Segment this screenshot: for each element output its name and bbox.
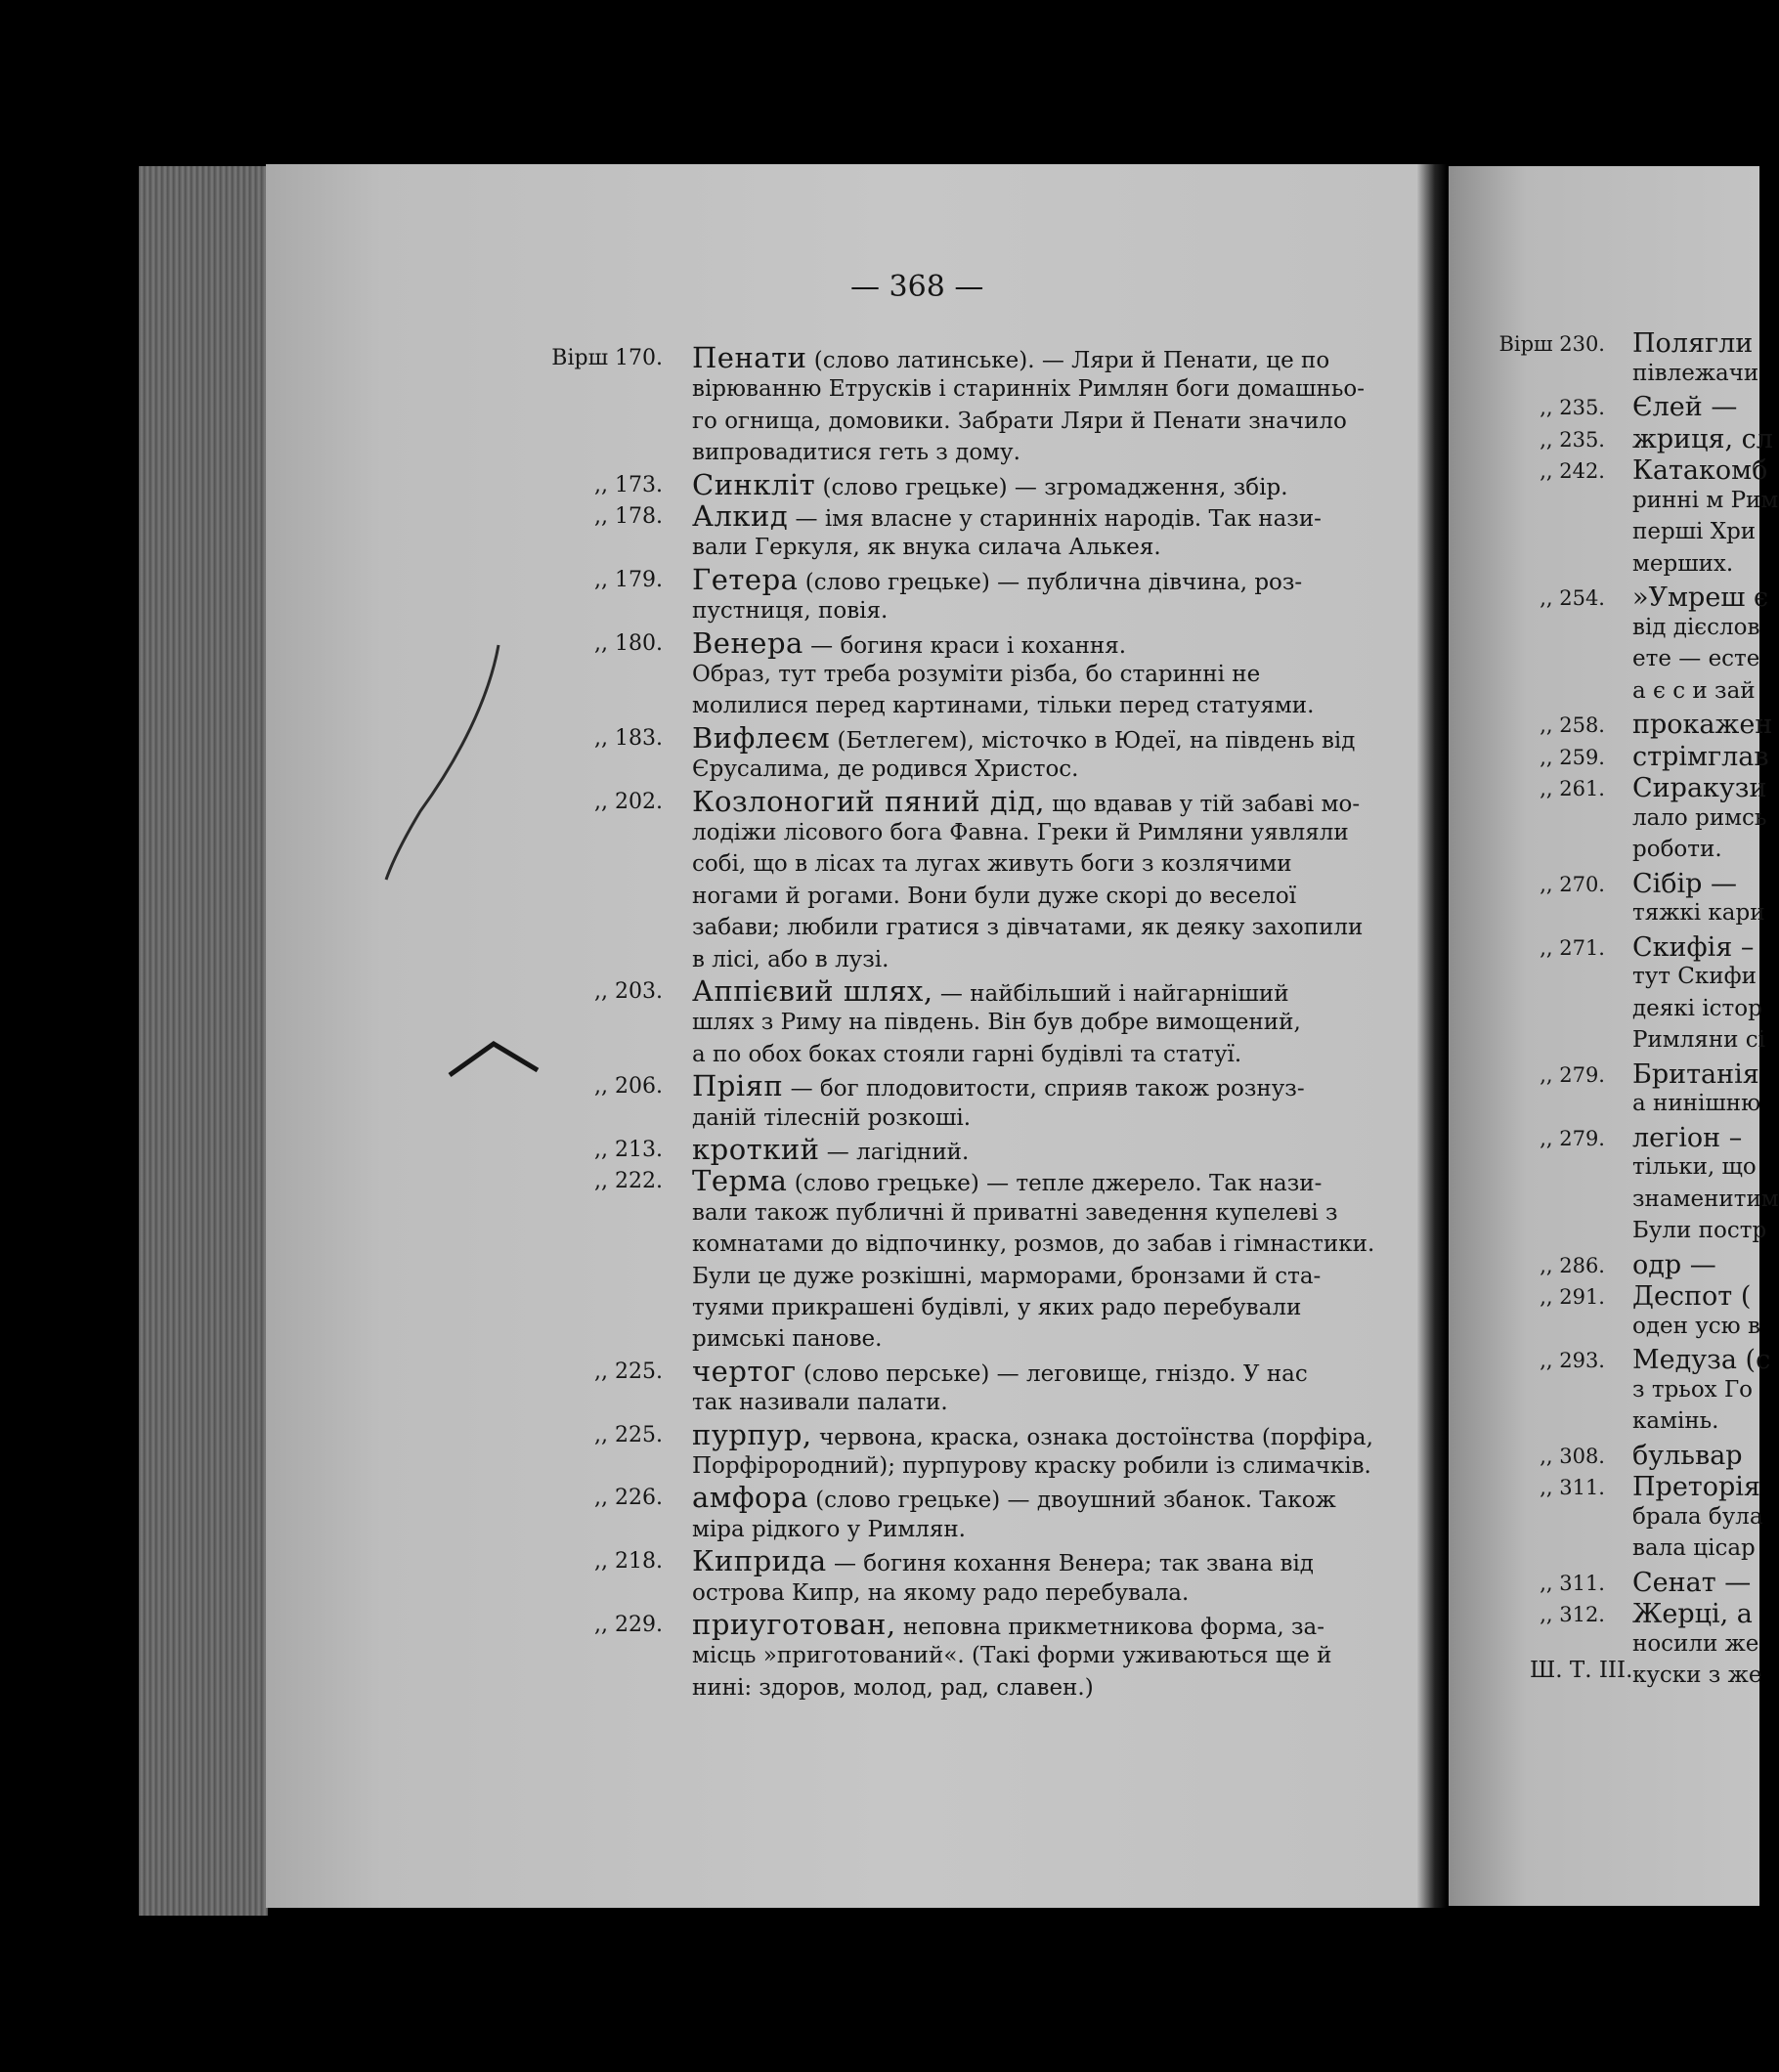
verse-number: Вірш 230.	[1498, 332, 1605, 356]
entry-line: тільки, що	[1632, 1154, 1757, 1180]
verse-number: ,, 226.	[594, 1486, 663, 1511]
entry-headword: Преторія	[1632, 1472, 1760, 1502]
entry-headword: Козлоногий пяний дід,	[692, 784, 1045, 818]
entry-first-line	[692, 627, 1352, 662]
entry-headword: Сиракузи	[1632, 773, 1767, 803]
verse-number: Вірш 170.	[551, 346, 663, 370]
entry-line: лало римсь	[1632, 804, 1767, 831]
verse-number: ,, 291.	[1540, 1285, 1605, 1309]
entry-text: — богиня краси і кохання.	[803, 632, 1127, 659]
entry-headword: Аппієвий шлях,	[692, 974, 933, 1008]
entry-headword: Синкліт	[692, 467, 816, 501]
entry-headword: Сібір —	[1632, 868, 1738, 899]
entry-line: забави; любили гратися з дівчатами, як деяку захопили	[692, 915, 1364, 941]
verse-number: ,, 206.	[594, 1074, 663, 1100]
entry-line: Були це дуже розкішні, марморами, бронзами й ста-	[692, 1263, 1322, 1289]
entry-headword: Алкид	[692, 499, 789, 533]
entry-line: тут Скифи	[1632, 964, 1757, 989]
entry-line: а нинішню	[1632, 1091, 1761, 1116]
verse-number: ,, 258.	[1540, 713, 1605, 737]
entry-headword: Єлей —	[1632, 392, 1738, 422]
entry-line: брала була	[1632, 1503, 1763, 1530]
entry-text: (слово грецьке) — згромадження, збір.	[815, 474, 1288, 500]
entry-line: мерших.	[1632, 550, 1734, 577]
entry-line: Були постр	[1632, 1218, 1767, 1243]
entry-line: молилися перед картинами, тільки перед статуями.	[692, 693, 1315, 719]
entry-headword: легіон –	[1632, 1122, 1743, 1153]
verse-number: ,, 261.	[1540, 777, 1605, 800]
entry-line: від дієслов	[1632, 614, 1760, 640]
entry-headword: Пенати	[692, 341, 807, 374]
entry-text: (слово грецьке) — публична дівчина, роз-	[798, 569, 1303, 595]
verse-number: ,, 271.	[1540, 935, 1605, 960]
entry-line: місць »приготований«. (Такі форми уживаються ще й	[692, 1643, 1332, 1669]
verse-number: ,, 293.	[1540, 1349, 1605, 1372]
entry-headword: приуготован,	[692, 1608, 896, 1641]
entry-line: туями прикрашені будівлі, у яких радо перебували	[692, 1295, 1302, 1320]
entry-line: знаменитим	[1632, 1186, 1779, 1212]
verse-number: ,, 173.	[594, 472, 663, 497]
entry-line: міра рідкого у Римлян.	[692, 1516, 966, 1542]
entry-headword: амфора	[692, 1481, 808, 1515]
entry-line: вали також публичні й приватні заведення купелеві з	[692, 1199, 1338, 1226]
entry-line: оден усю в	[1632, 1313, 1760, 1339]
page-edges	[139, 166, 268, 1916]
page-number: — 368 —	[850, 270, 984, 304]
entry-headword: Скифія –	[1632, 931, 1755, 963]
entry-line: так називали палати.	[692, 1390, 948, 1416]
entry-first-line	[692, 469, 1352, 503]
entry-first-line	[692, 1417, 1373, 1453]
entry-line: шлях з Риму на південь. Він був добре вимощений,	[692, 1010, 1301, 1036]
entry-line: го огнища, домовики. Забрати Ляри й Пенати значило	[692, 408, 1347, 434]
verse-number: ,, 279.	[1540, 1126, 1605, 1150]
entry-first-line	[692, 342, 1352, 376]
entry-line: ринні м Рим	[1632, 487, 1779, 513]
entry-line: вірюванню Етрусків і старинніх Римлян боги домашньо-	[692, 376, 1365, 403]
verse-number: ,, 286.	[1540, 1253, 1605, 1277]
entry-headword: Киприда	[692, 1544, 827, 1578]
entry-line: даній тілесній розкоші.	[692, 1104, 972, 1131]
entry-line: півлежачи	[1632, 360, 1759, 386]
entry-line: Образ, тут треба розуміти різба, бо старинні не	[692, 662, 1261, 687]
entry-headword: одр —	[1632, 1249, 1716, 1280]
entry-first-line	[692, 500, 1352, 535]
entry-line: вали Геркуля, як внука силача Алькея.	[692, 535, 1161, 561]
entry-line: випровадитися геть з дому.	[692, 440, 1020, 466]
verse-number: ,, 270.	[1540, 872, 1605, 896]
entry-headword: Британія	[1632, 1058, 1759, 1090]
entry-line: Римляни сі	[1632, 1027, 1766, 1053]
verse-number: ,, 311.	[1540, 1476, 1605, 1499]
entry-headword: Полягли	[1632, 328, 1754, 359]
entry-line: роботи.	[1632, 837, 1722, 862]
entry-headword: прокажен	[1632, 710, 1773, 740]
entry-headword: Жерці, а	[1632, 1599, 1753, 1629]
entry-headword: Гетера	[692, 562, 799, 596]
entry-line: комнатами до відпочинку, розмов, до забав і гімнастики.	[692, 1231, 1375, 1258]
entry-first-line	[692, 1482, 1352, 1516]
entry-line: пустниця, повія.	[692, 598, 889, 625]
entry-text: неповна прикметникова форма, за-	[895, 1615, 1325, 1640]
entry-line: нині: здоров, молод, рад, славен.)	[692, 1674, 1094, 1701]
verse-number: ,, 312.	[1540, 1603, 1605, 1626]
entry-headword: Венера	[692, 626, 803, 660]
entry-line: камінь.	[1632, 1408, 1719, 1434]
verse-number: ,, 203.	[594, 979, 663, 1004]
entry-line: куски з же	[1632, 1662, 1762, 1688]
entry-line: а по обох боках стояли гарні будівлі та статуї.	[692, 1041, 1242, 1067]
entry-headword: Вифлеєм	[692, 720, 831, 755]
entry-text: (слово перське) — леговище, гніздо. У нас	[796, 1360, 1308, 1387]
entry-first-line	[692, 1356, 1352, 1390]
entry-text: — найбільший і найгарніший	[933, 981, 1289, 1007]
book-gutter	[1417, 164, 1447, 1908]
verse-number: ,, 225.	[594, 1359, 663, 1384]
entry-headword: Медуза (с	[1632, 1345, 1771, 1375]
entry-text: — лагідний.	[819, 1140, 970, 1165]
pencil-caret-mark	[445, 1036, 542, 1080]
entry-text: (Бетлегем), місточко в Юдеї, на південь від	[830, 727, 1356, 754]
entry-first-line	[692, 1070, 1352, 1104]
entry-line: деякі істор	[1632, 995, 1762, 1021]
entry-line: з трьох Го	[1632, 1376, 1754, 1403]
entry-first-line	[692, 975, 1352, 1010]
entry-line: ногами й рогами. Вони були дуже скорі до веселої	[692, 883, 1297, 909]
verse-number: ,, 279.	[1540, 1062, 1605, 1087]
entry-line: а є с и зай	[1632, 677, 1756, 704]
entry-line: Порфірородний); пурпурову краску робили із слимачків.	[692, 1453, 1371, 1479]
verse-number: ,, 235.	[1540, 427, 1605, 452]
verse-number: ,, 242.	[1540, 459, 1605, 483]
verse-number: ,, 229.	[594, 1613, 663, 1637]
verse-number: ,, 254.	[1540, 586, 1605, 610]
entry-first-line	[692, 564, 1352, 598]
verse-number: ,, 311.	[1540, 1571, 1605, 1595]
entry-text: (слово латинське). — Ляри й Пенати, це по	[806, 348, 1330, 373]
entry-line: в лісі, або в лузі.	[692, 946, 890, 972]
verse-number: ,, 183.	[594, 725, 663, 751]
entry-line: носили же	[1632, 1630, 1759, 1657]
verse-number: ,, 259.	[1540, 745, 1605, 769]
verse-number: ,, 235.	[1540, 396, 1605, 419]
verse-number: ,, 222.	[594, 1169, 663, 1194]
entry-line: острова Кипр, на якому радо перебувала.	[692, 1579, 1190, 1606]
entry-line: собі, що в лісах та лугах живуть боги з козлячими	[692, 851, 1292, 878]
entry-headword: Терма	[692, 1164, 788, 1198]
entry-line: Єрусалима, де родився Христос.	[692, 756, 1079, 783]
entry-first-line	[692, 720, 1356, 756]
pencil-stroke-mark	[381, 640, 508, 885]
verse-number: ,, 225.	[594, 1422, 663, 1447]
entry-text: що вдавав у тій забаві мо-	[1045, 791, 1361, 817]
entry-first-line	[692, 784, 1361, 820]
entry-headword: кроткий	[692, 1133, 820, 1166]
entry-line: лодіжи лісового бога Фавна. Греки й Римляни уявляли	[692, 820, 1349, 845]
entry-first-line	[692, 1609, 1352, 1643]
entry-line: ете — есте	[1632, 646, 1760, 671]
entry-line: перші Хри	[1632, 519, 1757, 544]
entry-text: (слово грецьке) — двоушний збанок. Також	[807, 1488, 1336, 1514]
entry-line: римські панове.	[692, 1326, 883, 1353]
entry-headword: Сенат —	[1632, 1567, 1752, 1598]
entry-first-line	[692, 1545, 1352, 1579]
verse-number: ,, 213.	[594, 1138, 663, 1162]
verse-number: ,, 218.	[594, 1549, 663, 1575]
entry-first-line	[692, 1134, 1352, 1168]
entry-line: вала цісар	[1632, 1535, 1756, 1561]
entry-headword: жриця, сл	[1632, 423, 1773, 454]
entry-first-line	[692, 1165, 1352, 1199]
entry-text: — бог плодовитости, сприяв також рознуз-	[783, 1076, 1305, 1102]
entry-headword: Пріяп	[692, 1069, 784, 1103]
entry-headword: чертог	[692, 1354, 797, 1388]
entry-headword: пурпур,	[692, 1417, 812, 1451]
entry-headword: »Умреш є	[1632, 583, 1769, 613]
entry-line: тяжкі кари	[1632, 900, 1765, 926]
verse-number: ,, 178.	[594, 504, 663, 529]
verse-number: ,, 308.	[1540, 1444, 1605, 1468]
entry-text: — імя власне у старинніх народів. Так нази-	[788, 506, 1322, 532]
verse-number: ,, 202.	[594, 789, 663, 814]
signature-mark: Ш. Т. III.	[1530, 1658, 1633, 1683]
entry-headword: бульвар	[1632, 1440, 1743, 1471]
entry-text: (слово грецьке) — тепле джерело. Так нази-	[787, 1171, 1323, 1197]
verse-number: ,, 179.	[594, 567, 663, 592]
entry-headword: стрімглав	[1632, 741, 1769, 772]
verse-number: ,, 180.	[594, 630, 663, 656]
entry-text: червона, краска, ознака достоїнства (порфіра,	[811, 1424, 1373, 1450]
entry-text: — богиня кохання Венера; так звана від	[826, 1551, 1314, 1577]
entry-headword: Катакомб	[1632, 455, 1768, 486]
entry-headword: Деспот (	[1632, 1281, 1752, 1312]
